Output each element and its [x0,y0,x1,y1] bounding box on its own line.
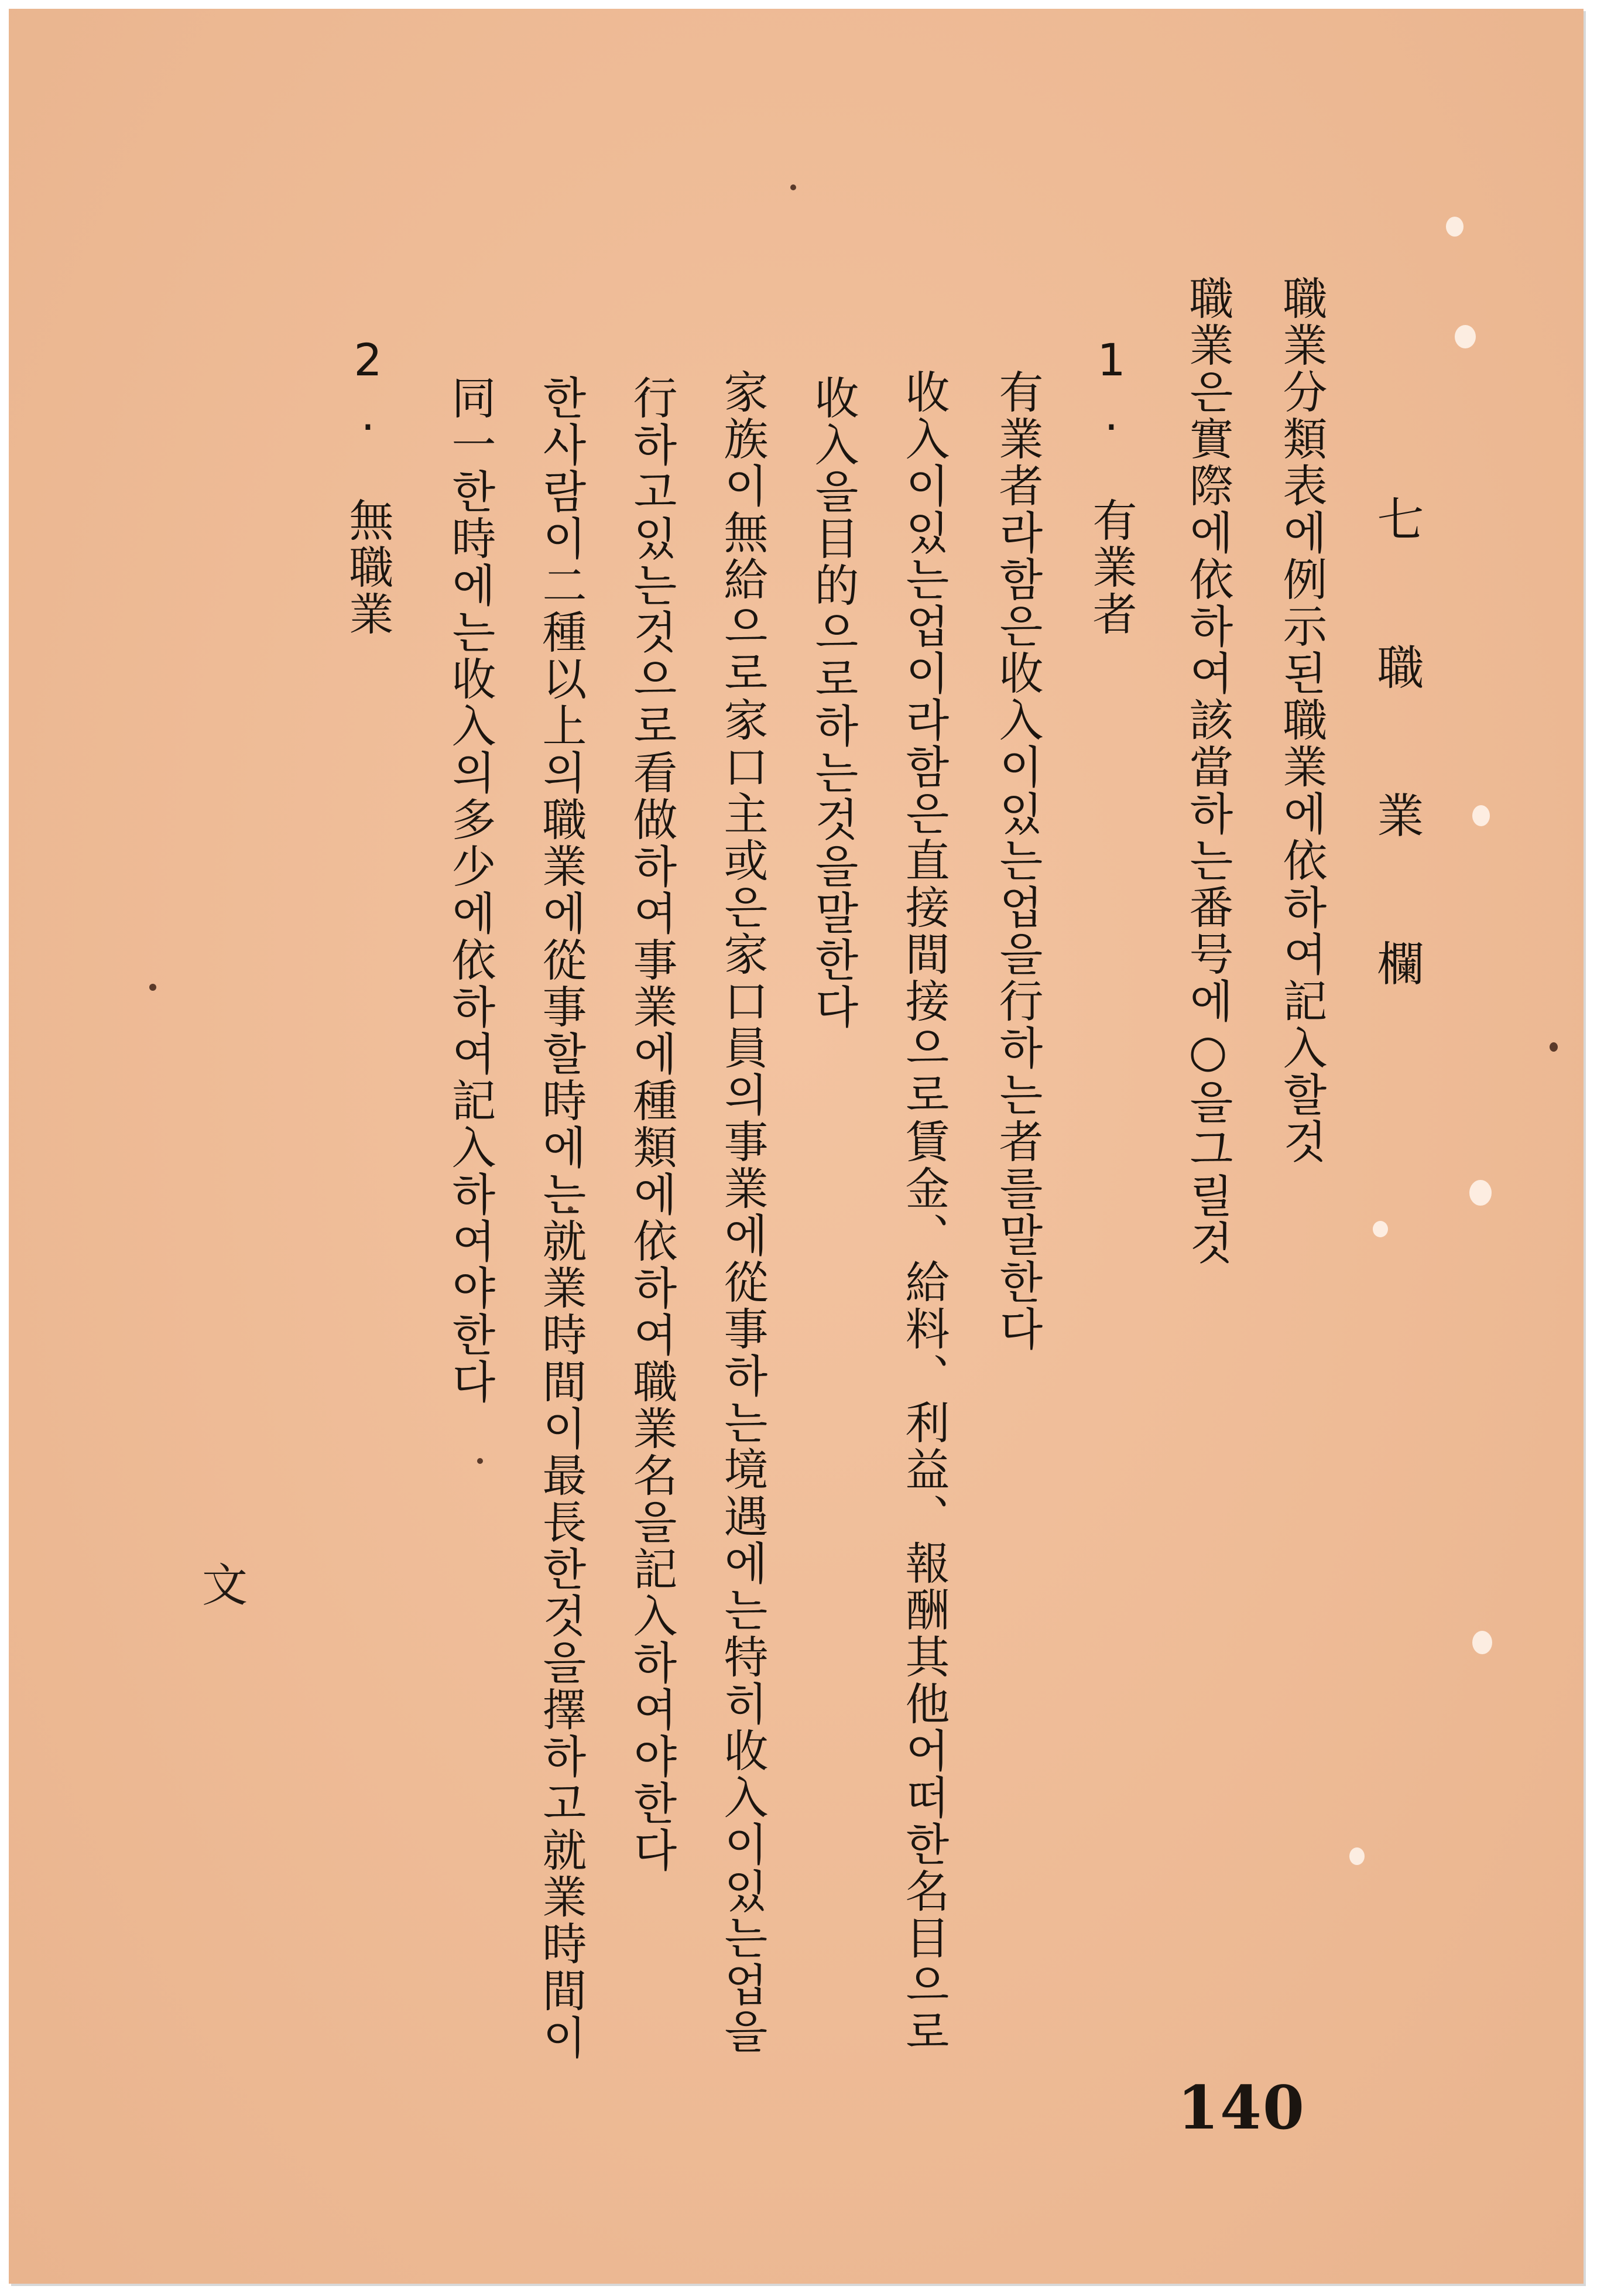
item-2-heading: 2. 無職業 [342,334,394,638]
paper-speck [790,184,796,190]
item-1-line: 行하고있는것으로看做하여事業에種類에依하여職業名을記入하여야한다 [626,375,678,1874]
punch-hole [1455,325,1476,348]
punch-hole [1472,1631,1492,1654]
punch-hole [1373,1221,1388,1237]
intro-line-1: 職業分類表에例示된職業에依하여記入할것 [1276,275,1328,1165]
punch-hole [1446,217,1464,237]
paper-speck [477,1458,483,1464]
stamp-character: 文 [202,1559,248,1612]
item-1-line: 有業者라함은收入이있는업을行하는者를말한다 [992,369,1044,1353]
punch-hole [1469,1180,1492,1206]
item-1-heading: 1. 有業者 [1085,334,1137,638]
section-heading: 七 職 業 欄 [1369,495,1424,1010]
paper-speck [1550,1042,1558,1052]
document-page [9,9,1584,2284]
item-1-line: 收入이있는업이라함은直接間接으로賃金、給料、利益、報酬其他어떠한名目으로 [898,369,950,2055]
paper-speck [149,984,156,991]
item-1-line: 家族이無給으로家口主或은家口員의事業에從事하는境遇에는特히收入이있는업을 [717,369,769,2055]
page-number: 140 [1177,2073,1305,2143]
intro-line-2: 職業은實際에依하여該當하는番号에○을그릴것 [1182,275,1234,1267]
item-1-line: 收入을目的으로하는것을말한다 [807,375,859,1031]
punch-hole [1472,805,1490,826]
punch-hole [1349,1847,1365,1865]
item-1-line: 同一한時에는收入의多少에依하여記入하여야한다 [444,375,496,1405]
item-1-line: 한사람이二種以上의職業에從事할時에는就業時間이最長한것을擇하고就業時間이 [535,375,587,2061]
